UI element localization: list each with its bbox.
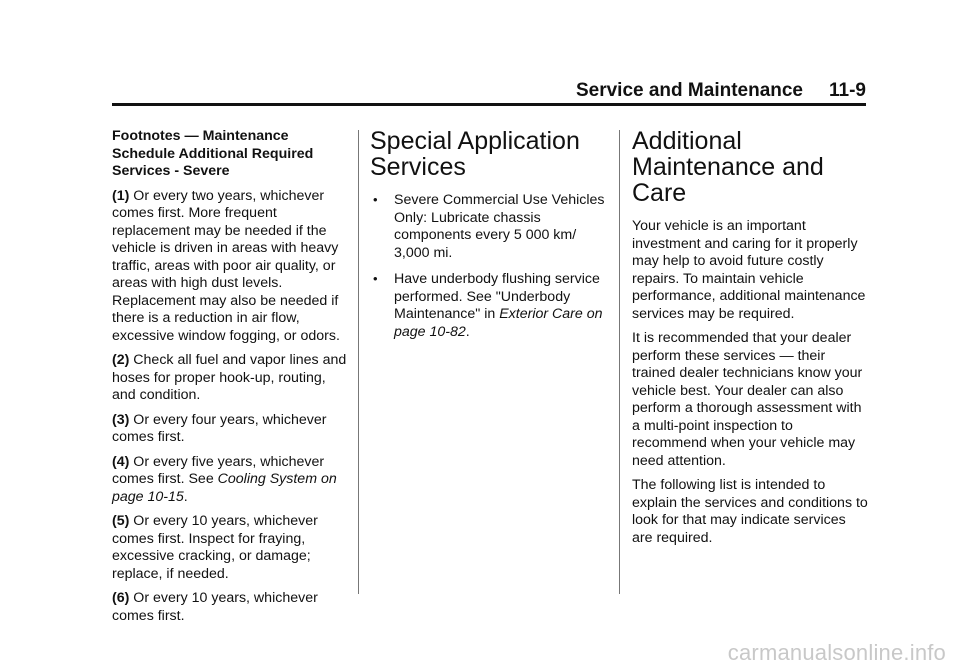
page-header: [112, 80, 866, 102]
paragraph: It is recommended that your dealer perform these services — their trained dealer technicians know your vehicle best. Your dealer can also perform a thorough assessment with a multi-point inspection to recommend when your vehicle may need attention.: [632, 330, 863, 469]
footnote-4: [112, 454, 348, 507]
bullet-text: Have underbody flushing service performed. See "Underbody Maintenance" in: [394, 271, 600, 322]
additional-care-title: Additional Maintenance and Care: [632, 127, 824, 207]
additional-care-column: [632, 128, 868, 554]
footnote-number: (1): [112, 187, 130, 204]
footnote-number: (5): [112, 513, 130, 529]
footnote-6: [112, 590, 348, 625]
footnote-text: Check all fuel and vapor lines and hoses for proper hook-up, routing, and condition.: [112, 352, 347, 403]
footnote-3: [112, 412, 348, 447]
bullet-item: [370, 271, 606, 341]
footnote-1: [112, 188, 348, 346]
paragraph: Your vehicle is an important investment and caring for it properly may help to avoid future costly repairs. To maintain vehicle performance, additional maintenance services may be required.: [632, 218, 866, 322]
footnote-tail: .: [183, 488, 188, 505]
header-rule: [112, 103, 866, 106]
footnote-text: Or every four years, whichever comes first.: [112, 411, 327, 445]
section-title: Service and Maintenance: [575, 80, 804, 101]
column-divider-2: [619, 130, 620, 594]
footnote-text: Or every five years, whichever comes first. See: [112, 453, 325, 487]
footnote-text: Or every two years, whichever comes first. More frequent replacement may be needed if the vehicle is driven in areas with heavy traffic, areas with poor air quality, or areas with high dust levels. Replacement may also be needed if there is a reduction in air flow, excessive window fogging, or odors.: [112, 187, 340, 344]
bullet-icon: •: [373, 271, 378, 286]
footnote-number: (3): [112, 411, 130, 428]
footnote-text: Or every 10 years, whichever comes first. Inspect for fraying, excessive cracking, or damage; replace, if needed.: [112, 513, 318, 582]
page-number: 11-9: [829, 80, 866, 101]
cross-reference-link[interactable]: Exterior Care on page 10-82: [394, 306, 603, 340]
special-services-title: Special Application Services: [370, 127, 580, 181]
special-services-column: [370, 128, 606, 350]
footnotes-column: [112, 128, 348, 632]
footnotes-heading: Footnotes — Maintenance Schedule Additional Required Services - Severe: [112, 128, 314, 179]
footnote-number: (2): [112, 352, 130, 368]
footnote-2: [112, 352, 348, 405]
bullet-icon: •: [373, 192, 378, 207]
bullet-text: Severe Commercial Use Vehicles Only: Lubricate chassis components every 5 000 km/ 3,000 mi.: [394, 192, 605, 261]
paragraph: The following list is intended to explain the services and conditions to look for that may indicate services are required.: [632, 477, 868, 546]
footnote-number: (6): [112, 590, 130, 606]
bullet-tail: .: [465, 323, 470, 340]
column-divider-1: [358, 130, 359, 594]
footnote-5: [112, 513, 348, 583]
footnote-number: (4): [112, 453, 130, 470]
cross-reference-link[interactable]: Cooling System on page 10-15: [112, 471, 337, 505]
watermark: carmanualsonline.info: [727, 640, 946, 665]
bullet-item: [370, 192, 606, 262]
footnote-text: Or every 10 years, whichever comes first.: [112, 590, 318, 624]
